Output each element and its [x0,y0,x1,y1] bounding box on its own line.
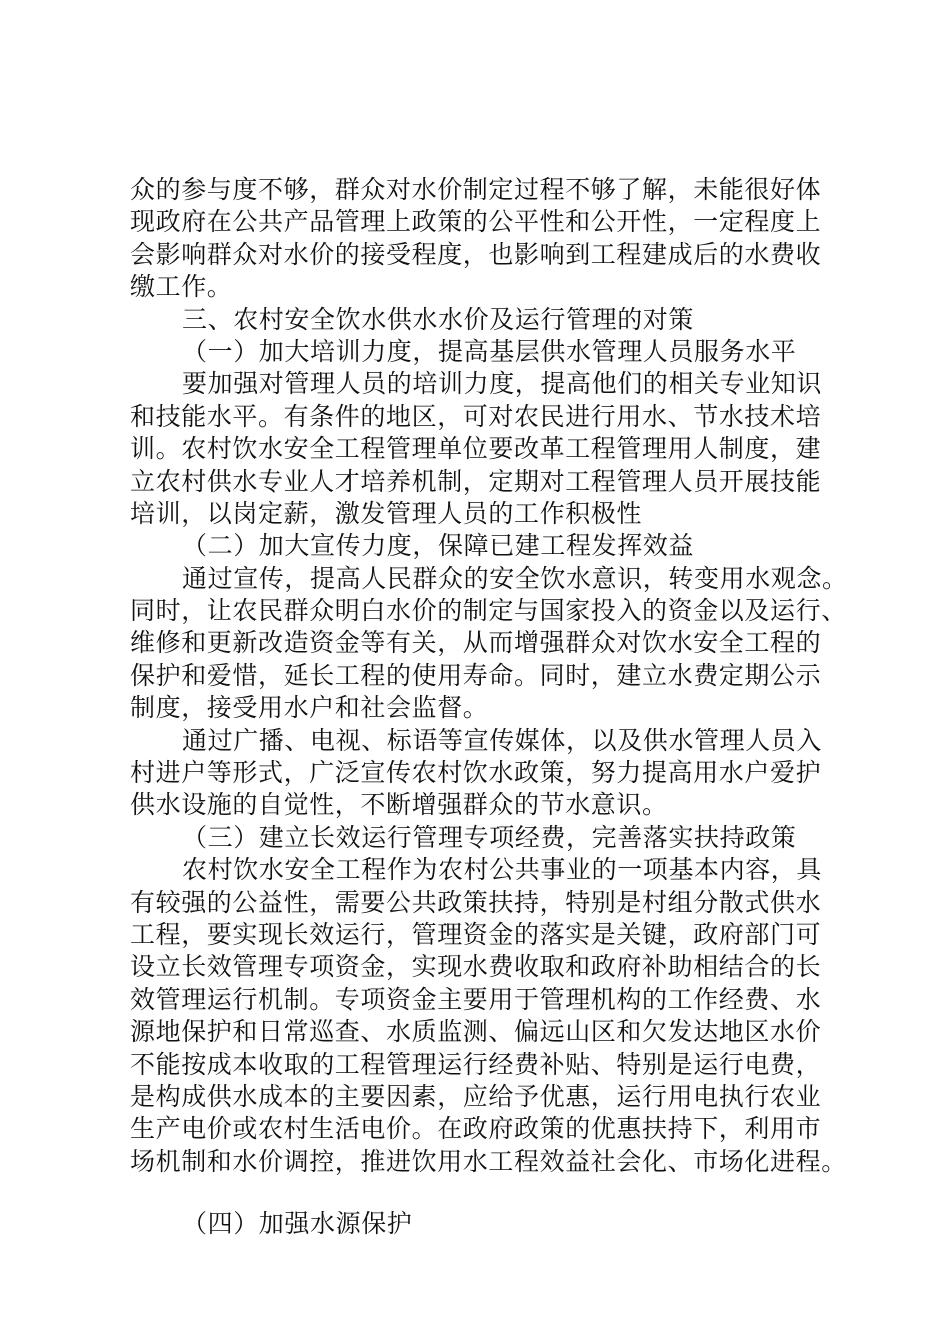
paragraph-line: 立农村供水专业人才培养机制，定期对工程管理人员开展技能 [130,466,822,496]
subsection-heading: （一）加大培训力度，提高基层供水管理人员服务水平 [182,336,797,366]
paragraph-line: 是构成供水成本的主要因素，应给予优惠，运行用电执行农业 [130,1081,822,1111]
paragraph-line: 设立长效管理专项资金，实现水费收取和政府补助相结合的长 [130,952,822,982]
paragraph-line: 生产电价或农村生活电价。在政府政策的优惠扶持下，利用市 [130,1114,822,1144]
paragraph-line: 不能按成本收取的工程管理运行经费补贴、特别是运行电费， [130,1049,822,1079]
paragraph-line: 源地保护和日常巡查、水质监测、偏远山区和欠发达地区水价 [130,1017,822,1047]
paragraph-line: 会影响群众对水价的接受程度，也影响到工程建成后的水费收 [130,239,822,269]
paragraph-line: 要加强对管理人员的培训力度，提高他们的相关专业知识 [182,369,823,399]
subsection-heading: （三）建立长效运行管理专项经费，完善落实扶持政策 [182,822,797,852]
paragraph-line: 培训，以岗定薪，激发管理人员的工作积极性 [130,498,643,528]
subsection-heading: （四）加强水源保护 [182,1209,413,1239]
paragraph-line: 农村饮水安全工程作为农村公共事业的一项基本内容，具 [182,855,823,885]
paragraph-line: 维修和更新改造资金等有关，从而增强群众对饮水安全工程的 [130,628,822,658]
paragraph-gap [130,1178,830,1208]
paragraph-line: 供水设施的自觉性，不断增强群众的节水意识。 [130,790,668,820]
paragraph-line: 保护和爱惜，延长工程的使用寿命。同时，建立水费定期公示 [130,660,822,690]
paragraph-line: 村进户等形式，广泛宣传农村饮水政策，努力提高用水户爱护 [130,758,822,788]
paragraph-line: 制度，接受用水户和社会监督。 [130,693,489,723]
paragraph-line: 通过宣传，提高人民群众的安全饮水意识，转变用水观念。 [182,563,848,593]
paragraph-line: 训。农村饮水安全工程管理单位要改革工程管理用人制度，建 [130,434,822,464]
paragraph-line: 众的参与度不够，群众对水价制定过程不够了解，未能很好体 [130,175,822,204]
paragraph-line: 现政府在公共产品管理上政策的公平性和公开性，一定程度上 [130,207,822,237]
paragraph-line: 通过广播、电视、标语等宣传媒体，以及供水管理人员入 [182,725,823,755]
section-heading: 三、农村安全饮水供水水价及运行管理的对策 [182,304,695,334]
document-page [130,174,848,1241]
paragraph-line: 场机制和水价调控，推进饮用水工程效益社会化、市场化进程。 [130,1146,847,1176]
paragraph-line: 和技能水平。有条件的地区，可对农民进行用水、节水技术培 [130,401,822,431]
paragraph-line: 工程，要实现长效运行，管理资金的落实是关键，政府部门可 [130,919,822,949]
paragraph-line: 同时，让农民群众明白水价的制定与国家投入的资金以及运行、 [130,596,847,626]
paragraph-line: 效管理运行机制。专项资金主要用于管理机构的工作经费、水 [130,984,822,1014]
paragraph-line: 缴工作。 [130,272,233,302]
subsection-heading: （二）加大宣传力度，保障已建工程发挥效益 [182,531,695,561]
paragraph-line: 有较强的公益性，需要公共政策扶持，特别是村组分散式供水 [130,887,822,917]
